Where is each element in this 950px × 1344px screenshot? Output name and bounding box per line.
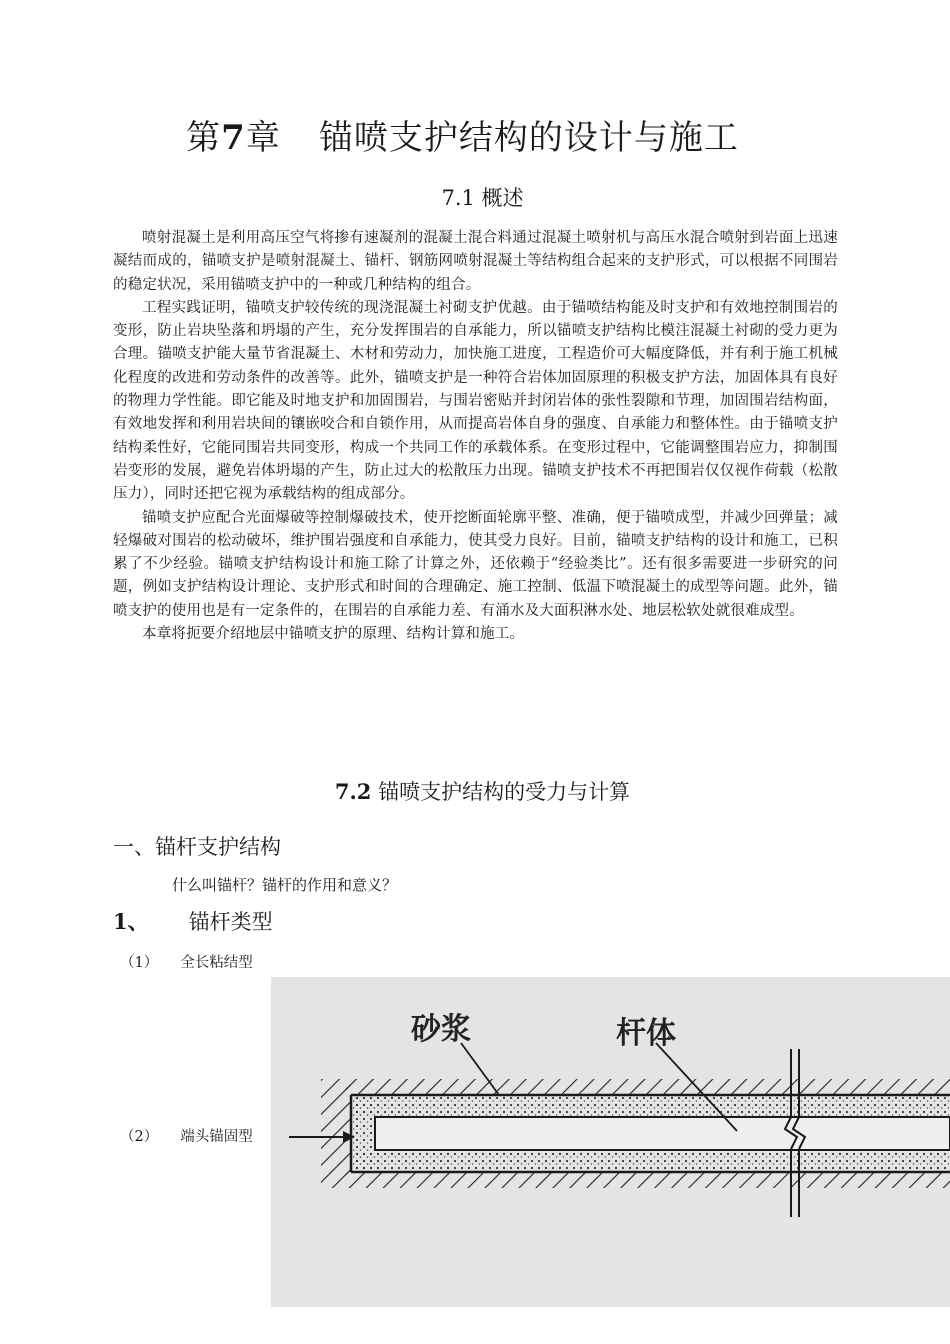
question-text: 什么叫锚杆？锚杆的作用和意义？ xyxy=(172,876,398,894)
paragraph: 锚喷支护应配合光面爆破等控制爆破技术，使开挖断面轮廓平整、准确，便于锚喷成型，并减少回弹量；减轻爆破对围岩的松动破坏，维护围岩强度和自承能力，使其受力良好。目前，锚喷支护结构的设计和施工，已积累了不少经验。锚喷支护结构设计和施工除了计算之外，还依赖于“经验类比”。还有很多需要进一步研究的问题，例如支护结构设计理论、支护形式和时间的合理确定、施工控制、低温下喷混凝土的成型等问题。此外，锚喷支护的使用也是有一定条件的，在围岩的自承能力差、有涌水及大面积淋水处、地层松软处就很难成型。 xyxy=(113,509,838,619)
item-label: 全长粘结型 xyxy=(180,955,253,971)
section-7-2-title xyxy=(0,776,950,806)
heading-anchor-types xyxy=(113,906,273,936)
rod-label: 杆体 xyxy=(616,1016,676,1051)
rock-lower xyxy=(346,1172,950,1188)
section-7-1-title: 7.1 概述 xyxy=(441,186,524,210)
mortar-lower xyxy=(353,1150,950,1170)
mortar-label: 砂浆 xyxy=(411,1012,471,1047)
list-item xyxy=(120,951,253,972)
subsection-title: 一、锚杆支护结构 xyxy=(113,835,281,859)
item-number: （2） xyxy=(120,1129,159,1145)
chapter-prefix: 第 xyxy=(186,118,222,158)
item-label: 端头锚固型 xyxy=(180,1129,253,1145)
item-number: （1） xyxy=(120,955,159,971)
chapter-title xyxy=(0,110,925,159)
heading-number: 1、 xyxy=(113,909,149,934)
intro-body xyxy=(113,227,838,646)
anchor-rod xyxy=(375,1117,950,1150)
mortar-end xyxy=(353,1097,375,1170)
section-7-2-text: 锚喷支护结构的受力与计算 xyxy=(378,780,631,804)
mortar-upper xyxy=(353,1097,950,1117)
chapter-title-text: 锚喷支护结构的设计与施工 xyxy=(318,118,739,158)
paragraph: 工程实践证明，锚喷支护较传统的现浇混凝土衬砌支护优越。由于锚喷结构能及时支护和有效地控制围岩的变形，防止岩块坠落和坍塌的产生，充分发挥围岩的自承能力，所以锚喷支护结构比模注混凝土衬砌的受力更为合理。锚喷支护能大量节省混凝土、木材和劳动力，加快施工进度，工程造价可大幅度降低，并有利于施工机械化程度的改进和劳动条件的改善等。此外，锚喷支护是一种符合岩体加固原理的积极支护方法，加固体具有良好的物理力学性能。即它能及时地支护和加固围岩，与围岩密贴并封闭岩体的张性裂隙和节理，加固围岩结构面，有效地发挥和利用岩块间的镶嵌咬合和自锁作用，从而提高岩体自身的强度、自承能力和整体性。由于锚喷支护结构柔性好，它能同围岩共同变形，构成一个共同工作的承载体系。在变形过程中，它能调整围岩应力，抑制围岩变形的发展，避免岩体坍塌的产生，防止过大的松散压力出现。锚喷支护技术不再把围岩仅仅视作荷载（松散压力），同时还把它视为承载结构的组成部分。 xyxy=(113,299,838,503)
anchor-diagram-figure xyxy=(271,977,950,1307)
chapter-suffix: 章 xyxy=(245,118,281,158)
heading-text: 锚杆类型 xyxy=(188,910,273,934)
anchor-diagram xyxy=(271,977,950,1307)
paragraph: 喷射混凝土是利用高压空气将掺有速凝剂的混凝土混合料通过混凝土喷射机与高压水混合喷射到岩面上迅速凝结而成的，锚喷支护是喷射混凝土、锚杆、钢筋网喷射混凝土等结构组合起来的支护形式，可以根据不同围岩的稳定状况，采用锚喷支护中的一种或几种结构的组合。 xyxy=(113,230,838,293)
paragraph: 本章将扼要介绍地层中锚喷支护的原理、结构计算和施工。 xyxy=(142,626,525,643)
rock-upper xyxy=(346,1079,950,1095)
section-7-2-number: 7.2 xyxy=(334,779,372,804)
list-item xyxy=(120,1125,253,1146)
chapter-number: 7 xyxy=(221,118,246,158)
